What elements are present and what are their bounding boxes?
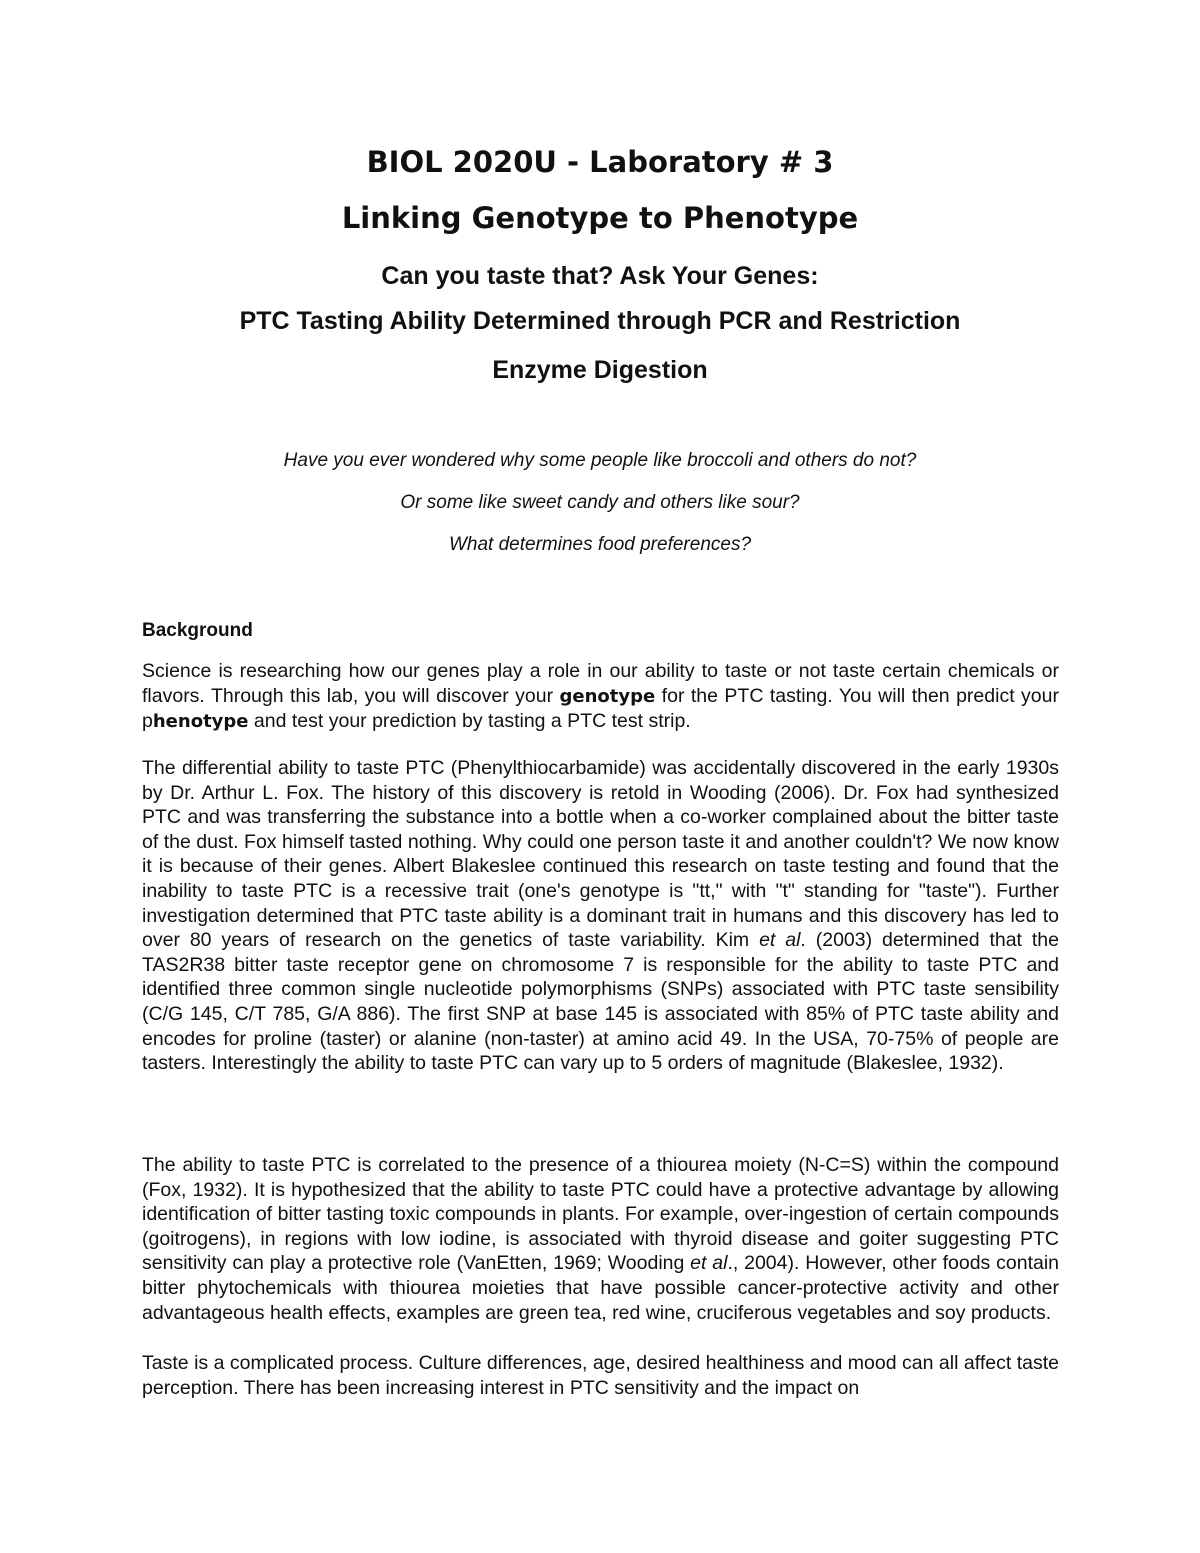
paragraph-1 (142, 659, 1059, 735)
course-lab-title: BIOL 2020U - Laboratory # 3 (366, 145, 834, 179)
et-al-italic: et al (759, 929, 801, 952)
main-title: Linking Genotype to Phenotype (341, 201, 859, 235)
paragraph-1-text-a: Science is researching how our genes play a role in our ability to taste or not taste certain chemicals or flavors. Through this lab, you will discover your (142, 660, 1059, 707)
paragraph-2-text-a: The differential ability to taste PTC (Phenylthiocarbamide) was accidentally discovered in the early 1930s by Dr. Arthur L. Fox. The history of this discovery is retold in Wooding (2006). Dr. Fox had synthesized PTC and was transferring the substance into a bottle when a co-worker complained about the bitter taste of the dust. Fox himself tasted nothing. Why could one person taste it and another couldn't? We now know it is because of their genes. Albert Blakeslee continued this research on taste testing and found that the inability to taste PTC is a recessive trait (one's genotype is "tt," with "t" standing for "taste"). Further investigation determined that PTC taste ability is a dominant trait in humans and this discovery has led to over 80 years of research on the genetics of taste variability. Kim (142, 757, 1059, 952)
topic-line-2: Enzyme Digestion (492, 356, 708, 384)
paragraph-3 (142, 1153, 1059, 1325)
topic-line-1: PTC Tasting Ability Determined through PCR and Restriction (239, 307, 961, 335)
subtitle: Can you taste that? Ask Your Genes: (381, 262, 819, 290)
paragraph-2 (142, 756, 1059, 1076)
term-genotype: genotype (559, 685, 656, 707)
paragraph-2-text-b: . (2003) determined that the TAS2R38 bitter taste receptor gene on chromosome 7 is responsible for the ability to taste PTC and identified three common single nucleotide polymorphisms (SNPs) associated with PTC taste sensibility (C/G 145, C/T 785, G/A 886). The first SNP at base 145 is associated with 85% of PTC taste ability and encodes for proline (taster) or alanine (non-taster) at amino acid 49. In the USA, 70-75% of people are tasters. Interestingly the ability to taste PTC can vary up to 5 orders of magnitude (Blakeslee, 1932). (142, 929, 1059, 1075)
intro-question-2: Or some like sweet candy and others like sour? (400, 492, 800, 513)
paragraph-4: Taste is a complicated process. Culture differences, age, desired healthiness and mood can all affect taste perception. There has been increasing interest in PTC sensitivity and the impact on (142, 1352, 1059, 1399)
intro-question-3: What determines food preferences? (448, 534, 752, 555)
paragraph-1-text-c: and test your prediction by tasting a PTC test strip. (248, 710, 691, 733)
et-al-italic: et al (690, 1252, 728, 1275)
paragraph-1-text-b: for the PTC tasting. You will then predict your p (142, 684, 1059, 733)
intro-question-1: Have you ever wondered why some people like broccoli and others do not? (283, 450, 917, 471)
section-heading-background: Background (142, 620, 253, 641)
term-phenotype: henotype (152, 711, 249, 733)
paragraph-3-text-a: The ability to taste PTC is correlated to the presence of a thiourea moiety (N-C=S) within the compound (Fox, 1932). It is hypothesized that the ability to taste PTC could have a protective advantage by allowing identification of bitter tasting toxic compounds in plants. For example, over-ingestion of certain compounds (goitrogens), in regions with low iodine, is associated with thyroid disease and goiter suggesting PTC sensitivity can play a protective role (VanEtten, 1969; Wooding (142, 1154, 1059, 1275)
paragraph-3-text-b: ., 2004). However, other foods contain bitter phytochemicals with thiourea moieties that have possible cancer-protective activity and other advantageous health effects, examples are green tea, red wine, cruciferous vegetables and soy products. (142, 1252, 1060, 1324)
